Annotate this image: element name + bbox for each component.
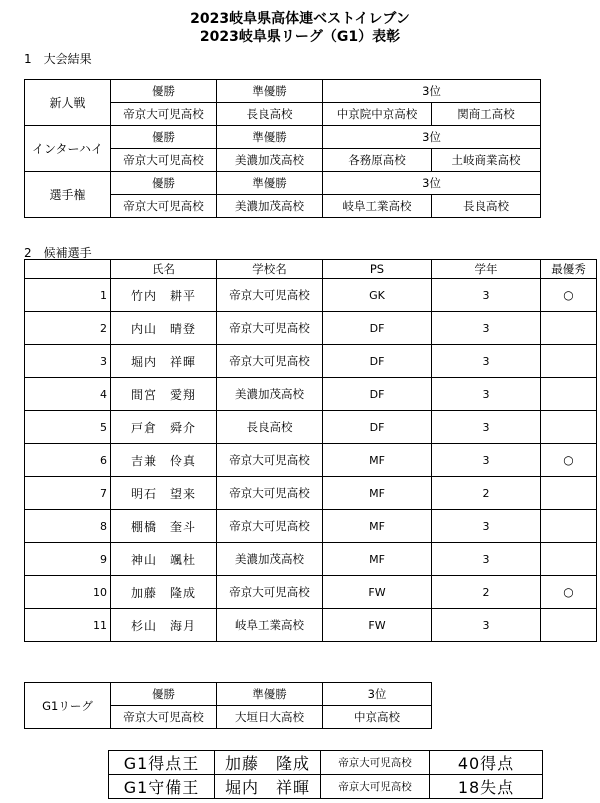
section-heading-candidates: 2 候補選手 <box>24 246 92 260</box>
player-position: MF <box>323 477 432 510</box>
award-row <box>109 751 543 775</box>
results-header-row <box>25 172 541 195</box>
player-number: 2 <box>25 312 111 345</box>
document-subtitle: 2023岐阜県リーグ（G1）表彰 <box>199 29 401 45</box>
player-school: 帝京大可児高校 <box>217 345 323 378</box>
player-name: 間宮 愛翔 <box>111 378 217 411</box>
player-grade: 3 <box>432 543 541 576</box>
player-grade: 3 <box>432 312 541 345</box>
results-header-row <box>25 80 541 103</box>
mvp-mark <box>541 543 597 576</box>
table-row <box>25 510 597 543</box>
award-row <box>109 775 543 799</box>
player-school: 帝京大可児高校 <box>217 312 323 345</box>
table-row <box>25 543 597 576</box>
mvp-mark <box>541 345 597 378</box>
event-name: 新人戦 <box>25 80 111 126</box>
player-position: GK <box>323 279 432 312</box>
player-name: 棚橋 奎斗 <box>111 510 217 543</box>
mvp-mark <box>541 609 597 642</box>
player-grade: 2 <box>432 576 541 609</box>
player-grade: 3 <box>432 279 541 312</box>
player-grade: 3 <box>432 345 541 378</box>
player-position: MF <box>323 543 432 576</box>
player-number: 6 <box>25 444 111 477</box>
award-school: 帝京大可児高校 <box>321 775 430 799</box>
player-school: 岐阜工業高校 <box>217 609 323 642</box>
player-number: 8 <box>25 510 111 543</box>
g1-third: 中京高校 <box>323 706 432 729</box>
player-grade: 3 <box>432 411 541 444</box>
player-school: 美濃加茂高校 <box>217 543 323 576</box>
player-school: 帝京大可児高校 <box>217 279 323 312</box>
g1-league-table <box>24 682 432 729</box>
player-school: 帝京大可児高校 <box>217 444 323 477</box>
mvp-mark <box>541 477 597 510</box>
player-number: 7 <box>25 477 111 510</box>
player-number: 5 <box>25 411 111 444</box>
player-position: DF <box>323 411 432 444</box>
player-name: 吉兼 伶真 <box>111 444 217 477</box>
runner-up-header: 準優勝 <box>217 80 323 103</box>
player-number: 11 <box>25 609 111 642</box>
player-name: 杉山 海月 <box>111 609 217 642</box>
player-grade: 2 <box>432 477 541 510</box>
table-row <box>25 609 597 642</box>
player-name: 戸倉 舜介 <box>111 411 217 444</box>
winner-header: 優勝 <box>111 80 217 103</box>
award-result: 40得点 <box>430 751 543 775</box>
third-place-school: 各務原高校 <box>323 149 432 172</box>
player-number: 10 <box>25 576 111 609</box>
player-school: 長良高校 <box>217 411 323 444</box>
g1-runner-up-header: 準優勝 <box>217 683 323 706</box>
player-name: 堀内 祥暉 <box>111 345 217 378</box>
player-grade: 3 <box>432 378 541 411</box>
award-result: 18失点 <box>430 775 543 799</box>
mvp-mark <box>541 378 597 411</box>
player-school: 帝京大可児高校 <box>217 510 323 543</box>
third-place-school: 中京院中京高校 <box>323 103 432 126</box>
runner-up-school: 美濃加茂高校 <box>217 149 323 172</box>
winner-header: 優勝 <box>111 172 217 195</box>
third-place-school: 岐阜工業高校 <box>323 195 432 218</box>
g1-winner-header: 優勝 <box>111 683 217 706</box>
player-name: 明石 望来 <box>111 477 217 510</box>
mvp-mark <box>541 411 597 444</box>
mvp-mark: ○ <box>541 576 597 609</box>
award-player-name: 加藤 隆成 <box>215 751 321 775</box>
player-position: DF <box>323 345 432 378</box>
awards-table <box>108 750 543 799</box>
winner-school: 帝京大可児高校 <box>111 149 217 172</box>
player-name: 加藤 隆成 <box>111 576 217 609</box>
winner-school: 帝京大可児高校 <box>111 195 217 218</box>
candidates-table <box>24 259 597 642</box>
player-name: 竹内 耕平 <box>111 279 217 312</box>
position-column-header: PS <box>323 260 432 279</box>
runner-up-header: 準優勝 <box>217 172 323 195</box>
grade-column-header: 学年 <box>432 260 541 279</box>
third-place-school: 長良高校 <box>432 195 541 218</box>
player-position: DF <box>323 312 432 345</box>
school-column-header: 学校名 <box>217 260 323 279</box>
award-title: G1守備王 <box>109 775 215 799</box>
mvp-mark: ○ <box>541 444 597 477</box>
third-header: 3位 <box>323 126 541 149</box>
player-school: 美濃加茂高校 <box>217 378 323 411</box>
table-row <box>25 444 597 477</box>
table-row <box>25 345 597 378</box>
player-name: 神山 颯杜 <box>111 543 217 576</box>
player-school: 帝京大可児高校 <box>217 477 323 510</box>
results-header-row <box>25 126 541 149</box>
third-place-school: 関商工高校 <box>432 103 541 126</box>
event-name: 選手権 <box>25 172 111 218</box>
name-column-header: 氏名 <box>111 260 217 279</box>
player-grade: 3 <box>432 510 541 543</box>
event-name: インターハイ <box>25 126 111 172</box>
mvp-column-header: 最優秀 <box>541 260 597 279</box>
table-row <box>25 279 597 312</box>
mvp-mark <box>541 510 597 543</box>
award-player-name: 堀内 祥暉 <box>215 775 321 799</box>
player-position: MF <box>323 444 432 477</box>
mvp-mark <box>541 312 597 345</box>
award-school: 帝京大可児高校 <box>321 751 430 775</box>
third-header: 3位 <box>323 172 541 195</box>
g1-winner: 帝京大可児高校 <box>111 706 217 729</box>
g1-runner-up: 大垣日大高校 <box>217 706 323 729</box>
runner-up-header: 準優勝 <box>217 126 323 149</box>
third-header: 3位 <box>323 80 541 103</box>
player-number: 3 <box>25 345 111 378</box>
player-number: 9 <box>25 543 111 576</box>
candidates-header-row <box>25 260 597 279</box>
number-column-header <box>25 260 111 279</box>
third-place-school: 土岐商業高校 <box>432 149 541 172</box>
player-school: 帝京大可児高校 <box>217 576 323 609</box>
table-row <box>25 411 597 444</box>
winner-header: 優勝 <box>111 126 217 149</box>
player-grade: 3 <box>432 609 541 642</box>
table-row <box>25 576 597 609</box>
table-row <box>25 312 597 345</box>
runner-up-school: 長良高校 <box>217 103 323 126</box>
g1-third-header: 3位 <box>323 683 432 706</box>
player-number: 4 <box>25 378 111 411</box>
player-number: 1 <box>25 279 111 312</box>
table-row <box>25 378 597 411</box>
table-row <box>25 477 597 510</box>
winner-school: 帝京大可児高校 <box>111 103 217 126</box>
player-grade: 3 <box>432 444 541 477</box>
player-position: FW <box>323 576 432 609</box>
player-position: MF <box>323 510 432 543</box>
document-title: 2023岐阜県高体連ベストイレブン <box>190 11 410 27</box>
g1-league-label: G1リーグ <box>25 683 111 729</box>
section-heading-results: 1 大会結果 <box>24 52 92 66</box>
award-title: G1得点王 <box>109 751 215 775</box>
runner-up-school: 美濃加茂高校 <box>217 195 323 218</box>
mvp-mark: ○ <box>541 279 597 312</box>
player-name: 内山 晴登 <box>111 312 217 345</box>
player-position: DF <box>323 378 432 411</box>
player-position: FW <box>323 609 432 642</box>
results-table <box>24 79 541 218</box>
